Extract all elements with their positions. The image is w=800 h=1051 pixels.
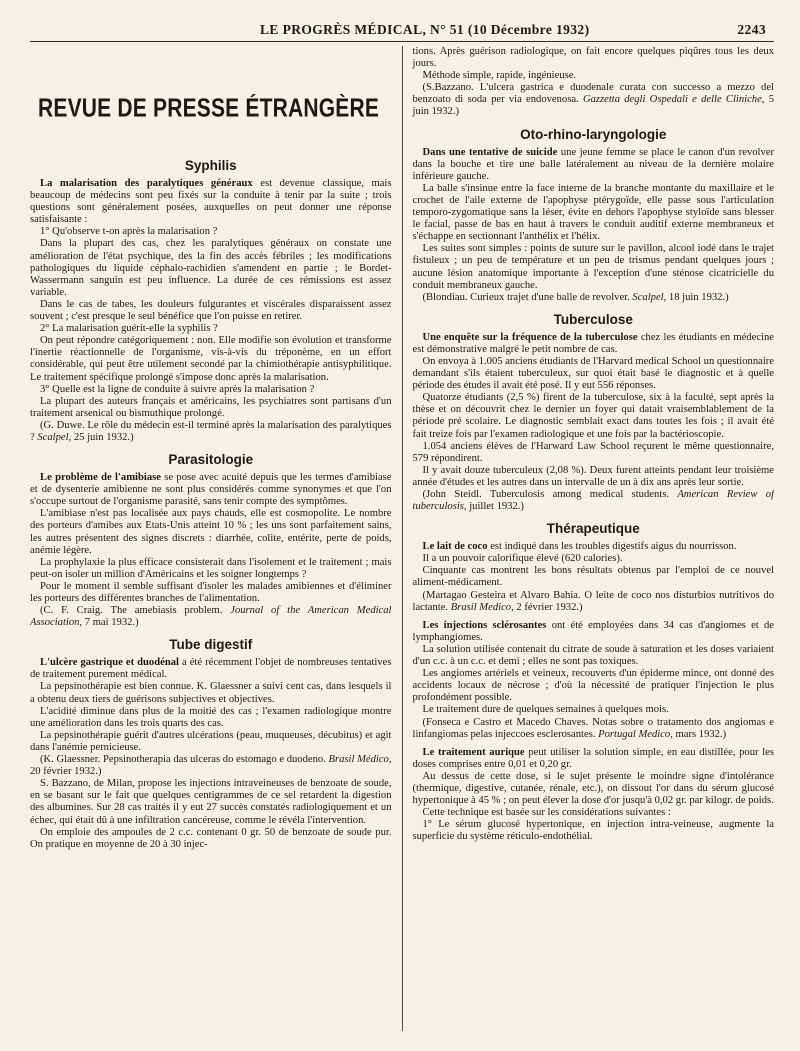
paragraph: Les suites sont simples : points de suture sur le pavillon, alcool iodé dans le trajet fistuleux ; un peu de température et un peu de trismus pendant quelques jours ; aucune lésion anatomique importante à l'exception d'une sténose cicatricielle du conduit membraneux gauche. xyxy=(412,243,774,291)
lead-phrase: Dans une tentative de suicide xyxy=(422,146,558,158)
paragraph: tions. Après guérison radiologique, on fait encore quelques piqûres tous les deux jours. xyxy=(412,46,774,70)
paragraph: L'acidité diminue dans plus de la moitié des cas ; l'examen radiologique montre une amélioration dans les trois quarts des cas. xyxy=(30,705,392,729)
rubric-title: REVUE DE PRESSE ÉTRANGÈRE xyxy=(38,94,380,123)
right-column xyxy=(402,46,775,1031)
lead-phrase: Une enquête sur la fréquence de la tuberculose xyxy=(422,331,638,343)
journal-title: LE PROGRÈS MÉDICAL, N° 51 (10 Décembre 1932) xyxy=(260,22,590,37)
paragraph: Au dessus de cette dose, si le sujet présente le moindre signe d'intolérance (thermique, digestive, cutanée, rénale, etc.), on dissout l'or dans du sérum glucosé hypertonique à 45 % ; on peut élever la dose d'or jusqu'à 0,02 gr. par kilogr. de poids. xyxy=(412,770,774,807)
paragraph: Pour le moment il semble suffisant d'isoler les malades amibiennes et d'éliminer les porteurs des différentes branches de l'alimentation. xyxy=(30,580,392,604)
reference: (Fonseca e Castro et Macedo Chaves. Notas sobre o tratamento dos angiomas e linfangiomas pelas injeccoes esclerosantes. Portugal Medico, mars 1932.) xyxy=(412,716,774,740)
left-column xyxy=(30,46,392,1031)
paragraph: Dans le cas de tabes, les douleurs fulgurantes et viscérales disparaissent assez souvent ; c'est presque le seul bénéfice que l'on puisse en retirer. xyxy=(30,298,392,323)
paragraph: Le lait de coco est indiqué dans les troubles digestifs aigus du nourrisson. xyxy=(422,541,737,553)
reference: (Blondiau. Curieux trajet d'une balle de revolver. Scalpel, 18 juin 1932.) xyxy=(422,291,729,303)
paragraph: On peut répondre catégoriquement : non. Elle modifie son évolution et transforme l'inertie réactionnelle de l'organisme, vis-à-vis du tréponème, en un effort considérable, qui peut être utilement secondé par la chimiothérapie antisyphilitique. Le traitement spécifique prolongé s'impose donc après la malarisation. xyxy=(30,335,392,383)
section-heading-tuberculose: Tuberculose xyxy=(553,311,633,327)
section-heading-oto-rhino-laryngologie: Oto-rhino-laryngologie xyxy=(520,126,667,142)
reference: (Martagao Gesteira et Alvaro Bahia. O leite de coco nos disturbios nutritivos do lactante. Brasil Medico, 2 février 1932.) xyxy=(412,589,774,613)
paragraph: Il a un pouvoir calorifique élevé (620 calories). xyxy=(422,553,623,565)
lead-phrase: Le problème de l'amibiase xyxy=(40,472,161,484)
paragraph: L'amibiase n'est pas localisée aux pays chauds, elle est cosmopolite. Le nombre des porteurs d'amibes aux Etats-Unis atteint 10 % ; les uns sont parfaitement sains, les autres présentent des signes discrets : diarrhée, colite, entérite, perte de poids, anémie légère. xyxy=(30,508,392,556)
paragraph: 3° Quelle est la ligne de conduite à suivre après la malarisation ? xyxy=(40,383,315,395)
paragraph: Quatorze étudiants (2,5 %) firent de la tuberculose, six à la faculté, sept après la thèse et on découvrit chez le dernier un foyer qui datait vraisemblablement de la période pré scolaire. Le diagnostic semblait exact dans toutes les fois ; il avait été fait treize fois par l'examen radiologique et une fois par la bactérioscopie. xyxy=(412,392,774,440)
paragraph: L'ulcère gastrique et duodénal a été récemment l'objet de nombreuses tentatives de traitement purement médical. xyxy=(30,657,392,681)
paragraph: Cinquante cas montrent les bons résultats obtenus par l'emploi de ce nouvel aliment-médicament. xyxy=(412,565,774,589)
reference: (K. Glaessner. Pepsinotherapia das ulceras do estomago e duodeno. Brasil Médico, 20 février 1932.) xyxy=(30,754,392,778)
page-number: 2243 xyxy=(737,22,766,37)
paragraph: Le traitement dure de quelques semaines à quelques mois. xyxy=(422,704,669,716)
paragraph: La solution utilisée contenait du citrate de soude à saturation et les doses variaient d'un c.c. à un c.c. et demi ; elles ne sont pas toxiques. xyxy=(412,643,774,668)
paragraph: Le problème de l'amibiase se pose avec acuité depuis que les termes d'amibiase et de dysenterie amibienne ne sont plus considérés comme synonymes et que l'on s'occupe surtout de l'organisme parasité, sans tenir compte des symptômes. xyxy=(30,472,392,508)
reference: (C. F. Craig. The amebiasis problem. Journal of the American Medical Association, 7 mai 1932.) xyxy=(30,605,392,629)
lead-phrase: L'ulcère gastrique et duodénal xyxy=(40,657,179,669)
reference: (John Steidl. Tuberculosis among medical students. American Review of tuberculosis, juillet 1932.) xyxy=(412,489,774,513)
paragraph: 1.054 anciens élèves de l'Harward Law School reçurent le même questionnaire, 579 répondirent. xyxy=(412,440,774,464)
paragraph: 2° La malarisation guérit-elle la syphilis ? xyxy=(40,323,218,335)
paragraph: La pepsinothérapie est bien connue. K. Glaessner a suivi cent cas, dans lesquels il a obtenu deux tiers de guérisons subjectives et objectives. xyxy=(30,681,392,705)
paragraph: La pepsinothérapie guérit d'autres ulcérations (peau, muqueuses, décubitus) et agit dans l'anémie pernicieuse. xyxy=(30,729,392,753)
section-heading-tube-digestif: Tube digestif xyxy=(169,637,253,653)
lead-phrase: Le traitement aurique xyxy=(422,746,525,758)
lead-phrase: Le lait de coco xyxy=(422,541,488,553)
section-heading-parasitologie: Parasitologie xyxy=(168,452,254,468)
paragraph: On envoya à 1.005 anciens étudiants de l'Harvard medical School un questionnaire demandant s'ils étaient tuberculeux, sur quoi était basé le diagnostic et à quelle période des études il avait été posé. Il y eut 556 réponses. xyxy=(412,355,774,392)
paragraph: On emploie des ampoules de 2 c.c. contenant 0 gr. 50 de benzoate de soude pur. On pratique en moyenne de 20 à 30 injec- xyxy=(30,826,392,850)
paragraph: La prophylaxie la plus efficace consisterait dans l'isolement et le traitement ; mais peut-on isoler un million d'Américains et les soigner longtemps ? xyxy=(30,556,392,580)
section-heading-therapeutique: Thérapeutique xyxy=(546,521,640,537)
paragraph: Dans une tentative de suicide une jeune femme se place le canon d'un revolver dans la bouche et tire une balle latéralement au niveau de la dernière molaire inférieure gauche. xyxy=(412,146,774,182)
paragraph: Il y avait douze tuberculeux (2,08 %). Deux furent atteints pendant leur troisième année d'études et les autres dans un intervalle de un à dix ans après leur sortie. xyxy=(412,464,774,488)
paragraph: La plupart des auteurs français et américains, les psychiatres sont partisans d'un traitement arsenical ou bismuthique prolongé. xyxy=(30,395,392,419)
paragraph: Une enquête sur la fréquence de la tuberculose chez les étudiants en médecine est démonstrative malgré le petit nombre de cas. xyxy=(412,331,774,355)
paragraph: Dans la plupart des cas, chez les paralytiques généraux on constate une amélioration de l'état psychique, des la fin des accès fébriles ; les modifications pathologiques du liquide céphalo-rachidien s'amendent en partie ; le Bordet-Wassermann sanguin est peu influence. La durée de ces rémissions est assez variable. xyxy=(30,238,392,298)
running-head xyxy=(30,22,774,42)
lead-phrase: La malarisation des paralytiques généraux xyxy=(40,178,253,189)
paragraph: La malarisation des paralytiques généraux est devenue classique, mais beaucoup de médecins sont peu fixés sur la conduite à tenir par la suite ; trois questions sont généralement posées, auxquelles on peut donner une réponse satisfaisante : xyxy=(30,178,392,226)
paragraph: Cette technique est basée sur les considérations suivantes : xyxy=(422,807,671,819)
paragraph: 1° Qu'observe t-on après la malarisation ? xyxy=(40,226,218,238)
section-heading-syphilis: Syphilis xyxy=(184,158,237,173)
paragraph: Les injections sclérosantes ont été employées dans 34 cas d'angiomes et de lymphangiomes. xyxy=(412,619,774,643)
paragraph: Les angiomes artériels et veineux, recouverts d'un épiderme mince, ont donné des accidents locaux de nécrose ; d'où la nécessité de pratiquer l'injection le plus profondément possible. xyxy=(412,668,774,704)
reference: (S.Bazzano. L'ulcera gastrica e duodenale curata con successo a mezzo del benzoato di soda per via endovenosa. Gazzetta degli Ospedali e delle Cliniche, 5 juin 1932.) xyxy=(412,82,774,118)
paragraph: S. Bazzano, de Milan, propose les injections intraveineuses de benzoate de soude, en se basant sur le fait que quelques centigrammes de ce sel retardent la digestion des albumines. Sur 28 cas traités il y eut 27 succès constatés radiologiquement et un échec, qui était dû à une infiltration cancéreuse, comme le révéla l'intervention. xyxy=(30,778,392,826)
lead-phrase: Les injections sclérosantes xyxy=(422,619,547,631)
paragraph: Le traitement aurique peut utiliser la solution simple, en eau distillée, pour les doses comprises entre 0,01 et 0,20 gr. xyxy=(412,746,774,770)
columns xyxy=(30,46,774,1031)
paragraph: 1° Le sérum glucosé hypertonique, en injection intra-veineuse, augmente la superficie du système réticulo-endothélial. xyxy=(412,819,774,843)
reference: (G. Duwe. Le rôle du médecin est-il terminé après la malarisation des paralytiques ? Scalpel, 25 juin 1932.) xyxy=(30,419,392,443)
paragraph: Méthode simple, rapide, ingénieuse. xyxy=(422,70,577,82)
paragraph: La balle s'insinue entre la face interne de la branche montante du maxillaire et le crochet de l'aile externe de l'apophyse ptérygoïde, elle passe sous l'articulation temporo-zygomatique sans la léser, évite en dehors l'apophyse styloïde sans blesser le facial, passe de bas en haut à travers le conduit auditif externe membraneux et s'échappe en sectionnant l'anthélix et l'hélix. xyxy=(412,182,774,243)
